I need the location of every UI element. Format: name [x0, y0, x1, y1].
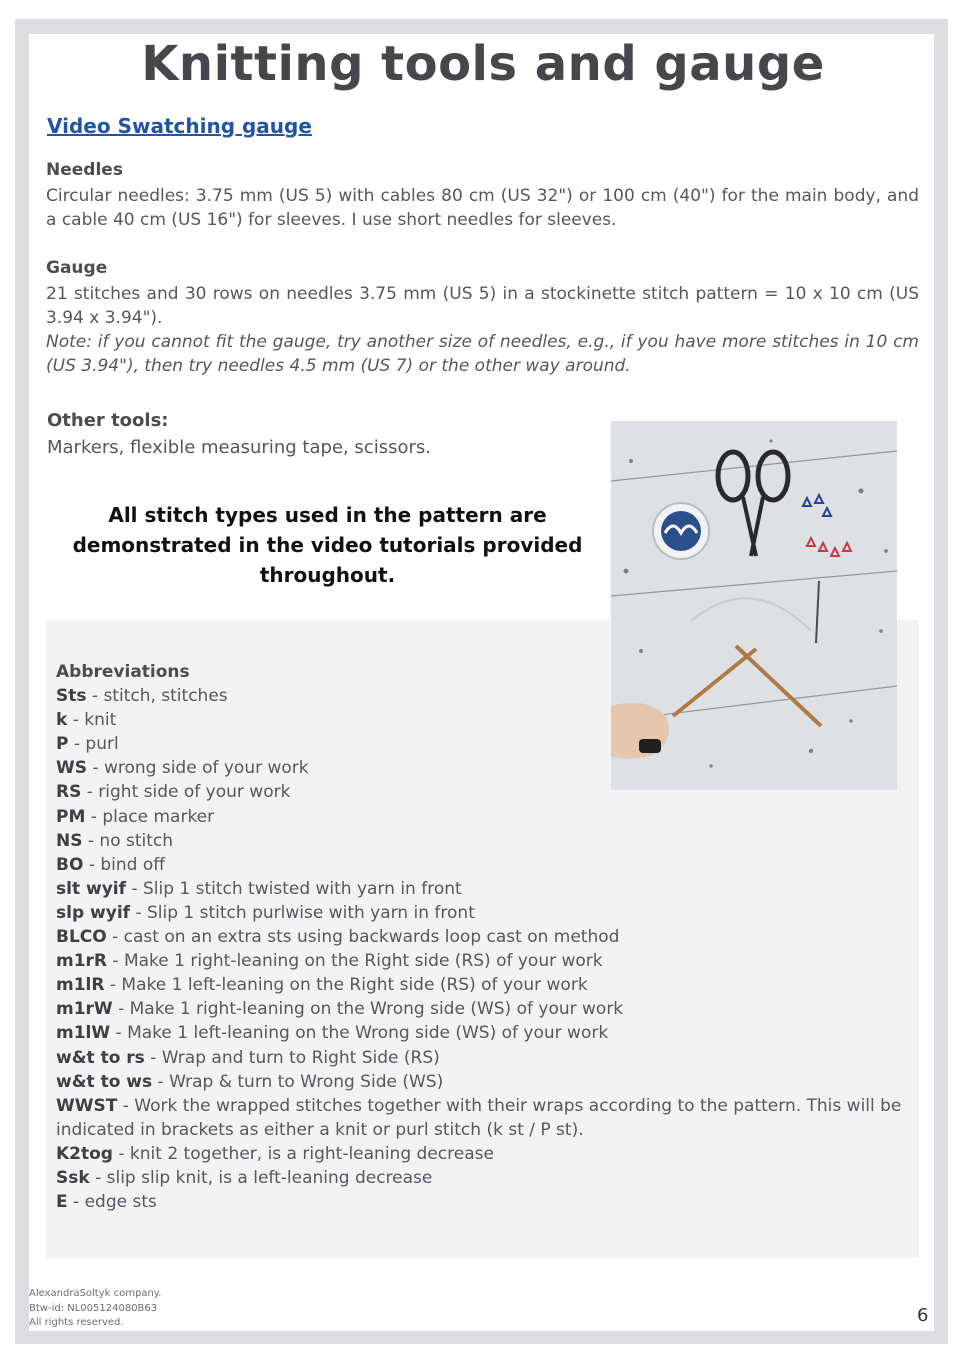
page-title: Knitting tools and gauge [141, 36, 825, 92]
abbreviation-desc: - edge sts [67, 1192, 157, 1213]
page-number: 6 [917, 1305, 929, 1326]
abbreviation-desc: - Make 1 right-leaning on the Right side (RS) of your work [107, 951, 603, 972]
gauge-heading: Gauge [46, 258, 108, 278]
footer [29, 1287, 161, 1331]
abbreviation-row [56, 1094, 912, 1142]
abbreviation-desc: - right side of your work [81, 782, 291, 803]
gauge-section [46, 258, 919, 378]
abbreviation-desc: - Slip 1 stitch purlwise with yarn in front [130, 902, 475, 923]
abbreviation-desc: - wrong side of your work [87, 758, 309, 779]
abbreviation-desc: - Slip 1 stitch twisted with yarn in front [126, 878, 462, 899]
abbreviation-row [56, 997, 912, 1021]
abbreviation-desc: - slip slip knit, is a left-leaning decrease [89, 1167, 433, 1188]
abbreviation-row [56, 1190, 912, 1214]
abbreviation-term: m1lR [56, 975, 105, 996]
abbreviation-term: RS [56, 782, 82, 803]
needles-section [46, 160, 919, 232]
other-tools-section [47, 410, 587, 458]
abbreviation-row [56, 1142, 912, 1166]
video-swatching-link[interactable]: Video Swatching gauge [47, 114, 312, 138]
video-tutorials-note: All stitch types used in the pattern are demonstrated in the video tutorials provided throughout. [72, 503, 583, 587]
abbreviation-desc: - Wrap and turn to Right Side (RS) [144, 1047, 440, 1068]
abbreviation-desc: - knit [67, 710, 117, 731]
abbreviation-desc: - Work the wrapped stitches together with their wraps according to the pattern. This will be indicated in brackets as either a knit or purl stitch (k st / P st). [56, 1095, 902, 1140]
abbreviation-desc: - stitch, stitches [86, 686, 228, 707]
abbreviation-term: E [56, 1192, 68, 1213]
abbreviation-desc: - Wrap & turn to Wrong Side (WS) [152, 1071, 444, 1092]
abbreviation-term: k [56, 710, 68, 731]
abbreviation-term: P [56, 734, 69, 755]
abbreviations-heading: Abbreviations [56, 662, 190, 682]
abbreviation-term: WS [56, 758, 87, 779]
abbreviation-row [56, 853, 912, 877]
abbreviation-term: WWST [56, 1095, 118, 1116]
abbreviation-term: w&t to ws [56, 1071, 153, 1092]
gauge-note: Note: if you cannot fit the gauge, try another size of needles, e.g., if you have more stitches in 10 cm (US 3.94"), then try needles 4.5 mm (US 7) or the other way around. [46, 332, 919, 376]
needles-text: Circular needles: 3.75 mm (US 5) with cables 80 cm (US 32") or 100 cm (40") for the main body, and a cable 40 cm (US 16") for sleeves. I use short needles for sleeves. [46, 186, 919, 230]
knitting-tools-photo [611, 421, 897, 790]
abbreviation-term: m1rR [56, 951, 108, 972]
abbreviation-term: Ssk [56, 1167, 90, 1188]
footer-btw-id: Btw-id: NL005124080B63 [29, 1302, 158, 1314]
abbreviation-term: m1lW [56, 1023, 111, 1044]
abbreviation-term: BO [56, 854, 84, 875]
abbreviation-desc: - purl [68, 734, 119, 755]
abbreviation-term: w&t to rs [56, 1047, 145, 1068]
abbreviation-term: m1rW [56, 999, 113, 1020]
abbreviation-row [56, 973, 912, 997]
footer-company: AlexandraSoltyk company. [29, 1288, 162, 1299]
abbreviation-row [56, 901, 912, 925]
abbreviation-term: K2tog [56, 1143, 113, 1164]
other-tools-heading: Other tools: [47, 410, 169, 431]
abbreviation-row [56, 949, 912, 973]
abbreviation-desc: - bind off [83, 854, 165, 875]
abbreviation-row [56, 1046, 912, 1070]
abbreviation-row [56, 925, 912, 949]
abbreviation-row [56, 1021, 912, 1045]
abbreviation-row [56, 829, 912, 853]
abbreviation-desc: - Make 1 left-leaning on the Right side (RS) of your work [104, 975, 588, 996]
abbreviation-term: NS [56, 830, 83, 851]
abbreviation-term: BLCO [56, 927, 107, 948]
abbreviation-term: slt wyif [56, 878, 127, 899]
gauge-text: 21 stitches and 30 rows on needles 3.75 mm (US 5) in a stockinette stitch pattern = 10 x 10 cm (US 3.94 x 3.94"). [46, 284, 919, 328]
other-tools-text: Markers, flexible measuring tape, scissors. [47, 437, 431, 458]
abbreviation-desc: - knit 2 together, is a right-leaning decrease [112, 1143, 494, 1164]
abbreviation-desc: - no stitch [82, 830, 174, 851]
abbreviation-row [56, 877, 912, 901]
abbreviation-row [56, 1166, 912, 1190]
footer-rights: All rights reserved. [29, 1317, 124, 1328]
abbreviation-row [56, 1070, 912, 1094]
measuring-tape-icon [653, 503, 709, 559]
abbreviation-term: PM [56, 806, 86, 827]
abbreviation-desc: - cast on an extra sts using backwards loop cast on method [106, 927, 620, 948]
abbreviation-desc: - Make 1 right-leaning on the Wrong side (WS) of your work [112, 999, 624, 1020]
abbreviation-term: slp wyif [56, 902, 131, 923]
abbreviation-desc: - Make 1 left-leaning on the Wrong side (WS) of your work [110, 1023, 609, 1044]
abbreviation-desc: - place marker [85, 806, 215, 827]
abbreviation-term: Sts [56, 686, 87, 707]
abbreviation-row [56, 805, 912, 829]
needles-heading: Needles [46, 160, 123, 180]
